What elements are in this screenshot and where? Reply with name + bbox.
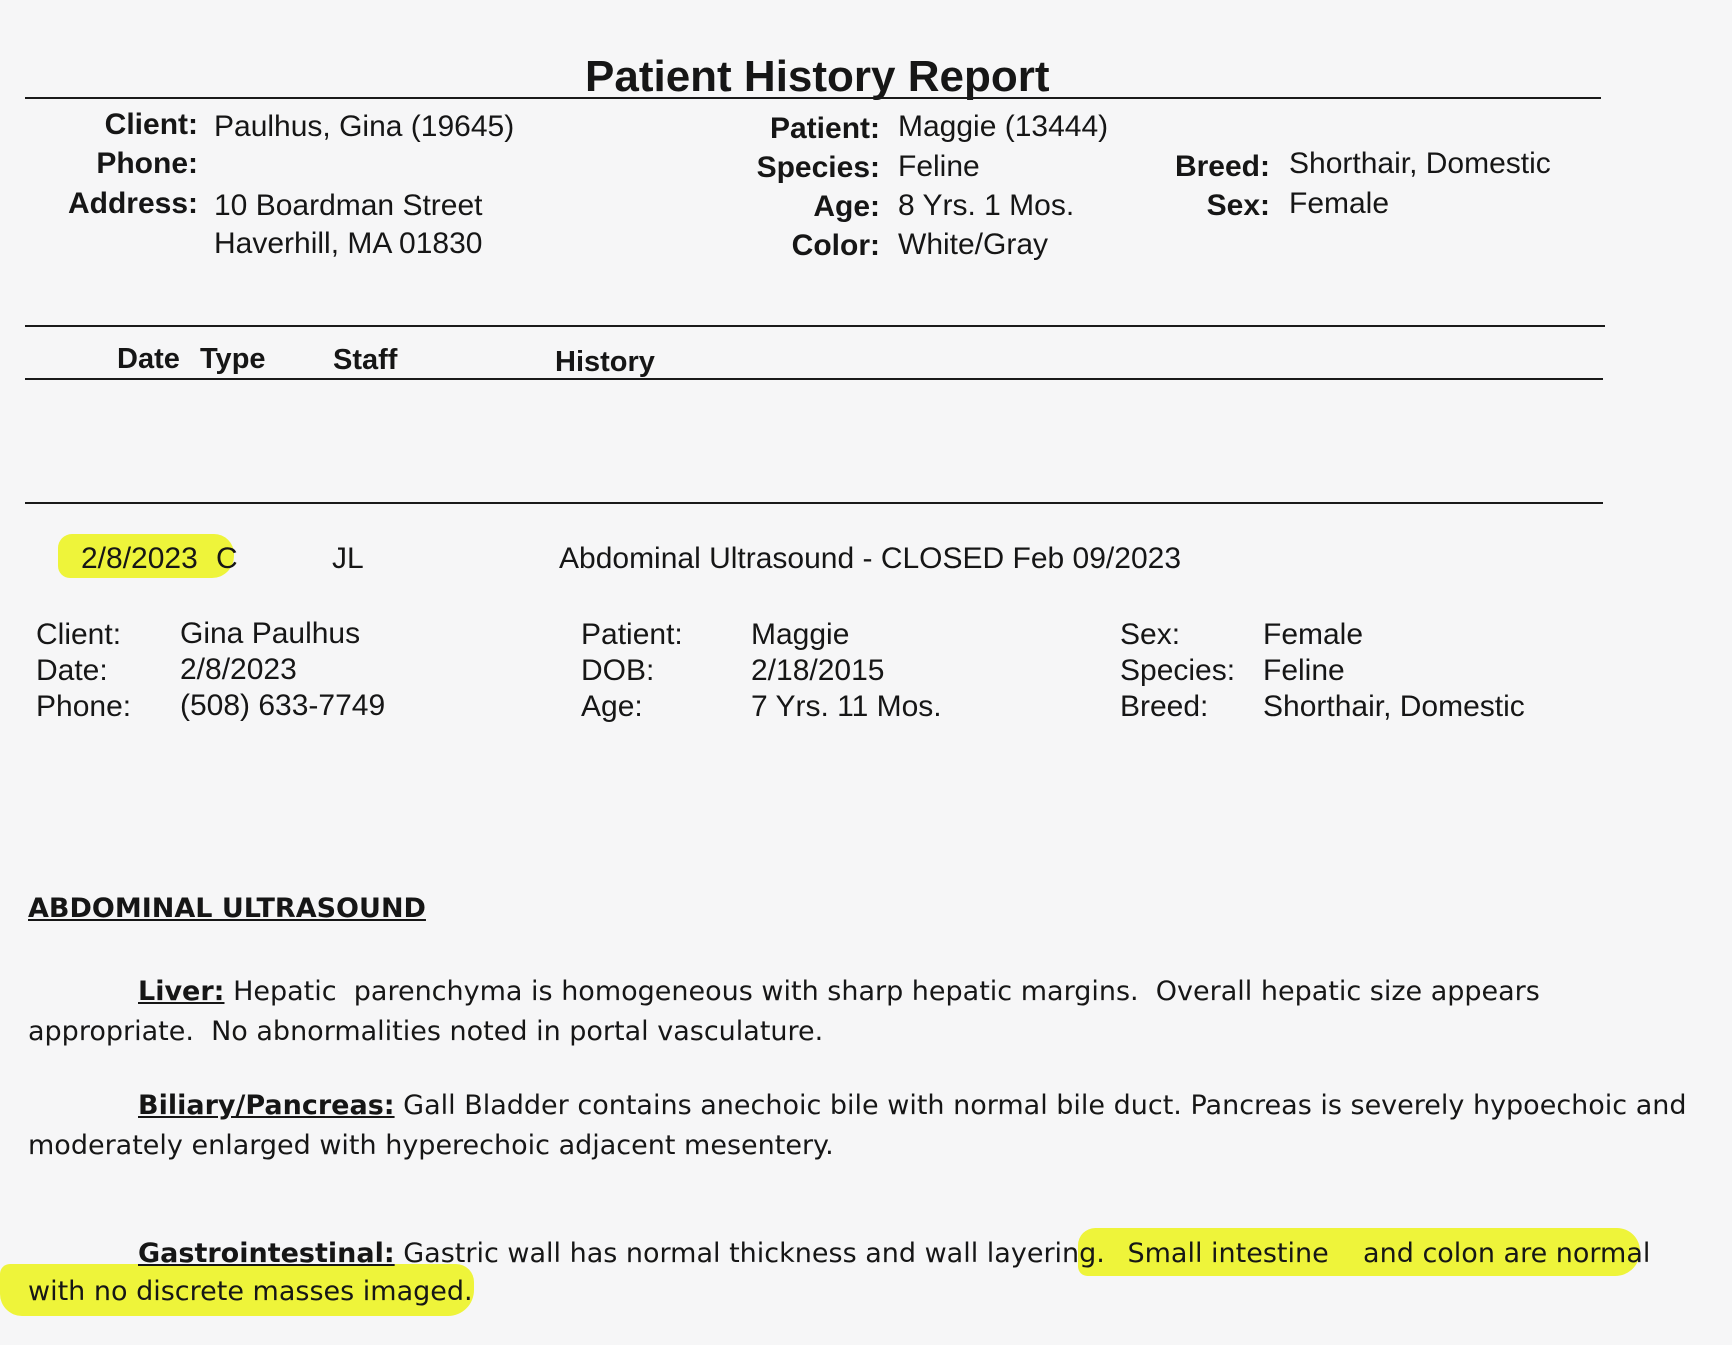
- page-title: Patient History Report: [585, 52, 1050, 101]
- liver-paragraph-line2: appropriate. No abnormalities noted in portal vasculature.: [28, 1016, 824, 1047]
- records-rule: [25, 502, 1603, 504]
- info-dob-value: 2/18/2015: [751, 654, 885, 687]
- info-phone-label: Phone:: [36, 690, 132, 723]
- patient-value: Maggie (13444): [898, 110, 1109, 143]
- client-label: Client:: [104, 108, 198, 141]
- info-patient-label: Patient:: [581, 618, 683, 651]
- biliary-text-1: Gall Bladder contains anechoic bile with normal bile duct. Pancreas is severely hypoechoic and: [394, 1090, 1687, 1121]
- liver-paragraph-line1: [138, 976, 1540, 1007]
- title-rule: [25, 97, 1601, 99]
- column-history: History: [555, 346, 655, 378]
- gi-paragraph-line2: with no discrete masses imaged.: [28, 1276, 473, 1307]
- info-age-label: Age:: [581, 690, 643, 723]
- header-rule-top: [25, 325, 1605, 327]
- patient-label: Patient:: [769, 112, 880, 145]
- breed-label: Breed:: [1174, 150, 1270, 183]
- info-date-label: Date:: [36, 654, 108, 687]
- column-staff: Staff: [333, 344, 398, 376]
- record-date: 2/8/2023: [81, 542, 198, 575]
- info-age-value: 7 Yrs. 11 Mos.: [751, 690, 942, 723]
- info-species-value: Feline: [1263, 654, 1345, 687]
- info-client-label: Client:: [36, 618, 122, 651]
- header-rule-bottom: [25, 378, 1603, 380]
- color-value: White/Gray: [898, 228, 1049, 261]
- info-phone-value: (508) 633-7749: [180, 689, 386, 722]
- info-breed-value: Shorthair, Domestic: [1263, 690, 1525, 723]
- liver-label: Liver:: [138, 976, 225, 1007]
- record-type: C: [216, 542, 238, 575]
- biliary-paragraph-line1: [138, 1090, 1687, 1121]
- sex-value: Female: [1289, 187, 1390, 220]
- biliary-paragraph-line2: moderately enlarged with hyperechoic adjacent mesentery.: [28, 1130, 834, 1161]
- biliary-label: Biliary/Pancreas:: [138, 1090, 395, 1121]
- gi-label: Gastrointestinal:: [138, 1238, 395, 1269]
- info-client-value: Gina Paulhus: [180, 617, 361, 650]
- info-species-label: Species:: [1120, 654, 1236, 687]
- age-label: Age:: [813, 190, 880, 223]
- info-dob-label: DOB:: [581, 654, 655, 687]
- breed-value: Shorthair, Domestic: [1289, 147, 1551, 180]
- info-sex-label: Sex:: [1120, 618, 1181, 651]
- info-date-value: 2/8/2023: [180, 653, 297, 686]
- column-type: Type: [200, 343, 266, 375]
- record-row: [58, 540, 1618, 580]
- sex-label: Sex:: [1206, 189, 1270, 222]
- column-date: Date: [117, 343, 180, 375]
- species-value: Feline: [898, 150, 980, 183]
- address-line2: Haverhill, MA 01830: [214, 227, 483, 260]
- liver-text-1: Hepatic parenchyma is homogeneous with sharp hepatic margins. Overall hepatic size appears: [224, 976, 1540, 1007]
- address-line1: 10 Boardman Street: [214, 189, 483, 222]
- species-label: Species:: [756, 151, 880, 184]
- phone-label: Phone:: [96, 147, 198, 180]
- gi-text-1b: Small intestine and colon are normal: [1127, 1238, 1651, 1269]
- record-staff: JL: [332, 542, 364, 575]
- info-sex-value: Female: [1263, 618, 1364, 651]
- age-value: 8 Yrs. 1 Mos.: [898, 189, 1075, 222]
- info-breed-label: Breed:: [1120, 690, 1209, 723]
- gi-text-1a: Gastric wall has normal thickness and wall layering.: [394, 1238, 1114, 1269]
- section-heading: ABDOMINAL ULTRASOUND: [28, 893, 426, 924]
- info-patient-value: Maggie: [751, 618, 850, 651]
- color-label: Color:: [791, 229, 880, 262]
- client-value: Paulhus, Gina (19645): [214, 110, 515, 143]
- address-label: Address:: [67, 187, 198, 220]
- gi-paragraph-line1: [138, 1238, 1650, 1269]
- record-history: Abdominal Ultrasound - CLOSED Feb 09/2023: [559, 542, 1182, 575]
